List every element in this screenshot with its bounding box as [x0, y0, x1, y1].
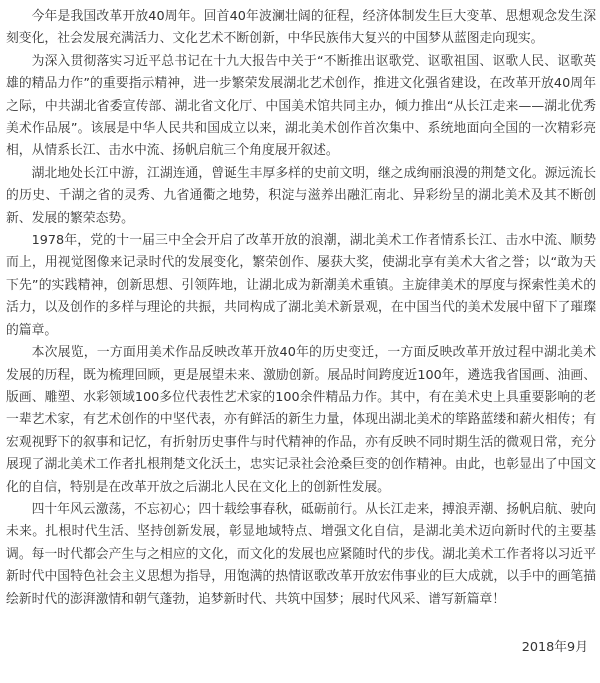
- paragraph-2: 为深入贯彻落实习近平总书记在十九大报告中关于“不断推出讴歌党、讴歌祖国、讴歌人民、讴歌英雄的精品力作”的重要指示精神，进一步繁荣发展湖北艺术创作，推进文化强省建设，在改革开放40周年之际，中共湖北省委宣传部、湖北省文化厅、中国美术馆共同主办，倾力推出“从长江走来——湖北优秀美术作品展”。该展是中华人民共和国成立以来，湖北美术创作首次集中、系统地面向全国的一次精彩亮相，从情系长江、击水中流、扬帆启航三个角度展开叙述。: [6, 53, 596, 159]
- article-date: 2018年9月: [521, 640, 588, 655]
- paragraph-1: 今年是我国改革开放40周年。回首40年波澜壮阔的征程，经济体制发生巨大变革、思想观念发生深刻变化，社会发展充满活力、文化艺术不断创新，中华民族伟大复兴的中国梦从蓝图走向现实。: [6, 9, 596, 47]
- paragraph-6: 四十年风云激荡，不忘初心；四十载绘事春秋，砥砺前行。从长江走来，搏浪弄潮、扬帆启航、驶向未来。扎根时代生活、坚持创新发展，彰显地域特点、增强文化自信，是湖北美术迈向新时代的主要基调。每一时代都会产生与之相应的文化，而文化的发展也应紧随时代的步伐。湖北美术工作者将以习近平新时代中国特色社会主义思想为指导，用饱满的热情讴歌改革开放宏伟事业的巨大成就，以手中的画笔描绘新时代的澎湃激情和朝气蓬勃，追梦新时代、共筑中国梦；展时代风采、谱写新篇章！: [6, 501, 596, 607]
- paragraph-3: 湖北地处长江中游，江湖连通，曾诞生丰厚多样的史前文明，继之成绚丽浪漫的荆楚文化。源远流长的历史、千湖之省的灵秀、九省通衢之地势，积淀与滋养出融汇南北、异彩纷呈的湖北美术及其不断创新、发展的繁荣态势。: [6, 165, 596, 226]
- article-body: [6, 6, 596, 611]
- paragraph-5: 本次展览，一方面用美术作品反映改革开放40年的历史变迁，一方面反映改革开放过程中湖北美术发展的历程，既为梳理回顾，更是展望未来、激励创新。展品时间跨度近100年，遴选我省国画、油画、版画、雕塑、水彩领域100多位代表性艺术家的100余件精品力作。其中，有在美术史上具重要影响的老一辈艺术家，有艺术创作的中坚代表，亦有鲜活的新生力量，体现出湖北美术的筚路蓝缕和薪火相传；有宏观视野下的叙事和记忆，有折射历史事件与时代精神的作品，亦有反映不同时期生活的微观日常，充分展现了湖北美术工作者扎根荆楚文化沃土，忠实记录社会沧桑巨变的创作精神。由此，也彰显出了中国文化的自信，特别是在改革开放之后湖北人民在文化上的创新性发展。: [6, 345, 596, 495]
- paragraph-4: 1978年，党的十一届三中全会开启了改革开放的浪潮，湖北美术工作者情系长江、击水中流、顺势而上，用视觉图像来记录时代的发展变化，繁荣创作、屡获大奖，使湖北享有美术大省之誉；以“敢为天下先”的实践精神，创新思想、引领阵地，让湖北成为新潮美术重镇。主旋律美术的厚度与探索性美术的活力，以及创作的多样与理论的共振，共同构成了湖北美术新景观，在中国当代的美术发展中留下了璀璨的篇章。: [6, 233, 596, 338]
